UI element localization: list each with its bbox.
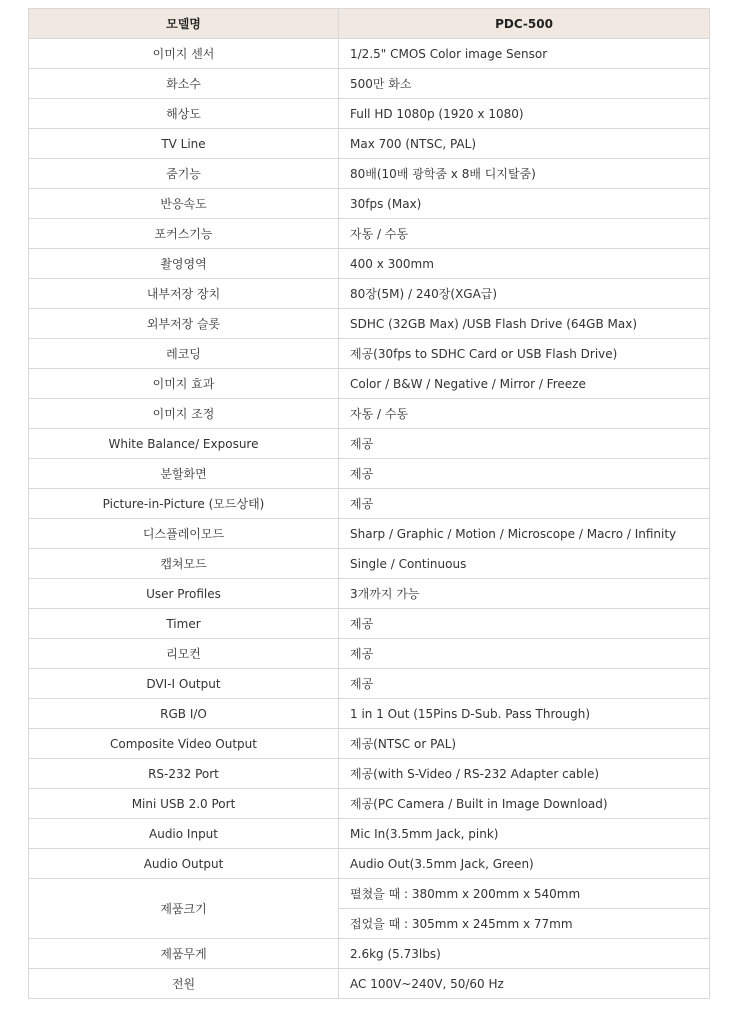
- spec-value: 80배(10배 광학줌 x 8배 디지탈줌): [339, 159, 710, 189]
- spec-value: 자동 / 수동: [339, 399, 710, 429]
- spec-label: 제품무게: [29, 939, 339, 969]
- spec-label: User Profiles: [29, 579, 339, 609]
- table-row: [29, 189, 710, 219]
- spec-value: 1/2.5" CMOS Color image Sensor: [339, 39, 710, 69]
- spec-value: 3개까지 가능: [339, 579, 710, 609]
- spec-value: 펼쳤을 때 : 380mm x 200mm x 540mm: [339, 879, 710, 909]
- spec-value: 제공: [339, 489, 710, 519]
- table-row: [29, 849, 710, 879]
- table-row: [29, 339, 710, 369]
- spec-label: Composite Video Output: [29, 729, 339, 759]
- table-row: [29, 309, 710, 339]
- spec-label: 해상도: [29, 99, 339, 129]
- model-label-header: 모델명: [29, 9, 339, 39]
- spec-value: 제공: [339, 669, 710, 699]
- table-row: [29, 879, 710, 909]
- spec-value: AC 100V~240V, 50/60 Hz: [339, 969, 710, 999]
- table-row: [29, 579, 710, 609]
- spec-label: 제품크기: [29, 879, 339, 939]
- table-row: [29, 129, 710, 159]
- table-row: [29, 399, 710, 429]
- header-row: [29, 9, 710, 39]
- spec-label: RGB I/O: [29, 699, 339, 729]
- table-row: [29, 279, 710, 309]
- spec-label: 촬영영역: [29, 249, 339, 279]
- spec-value: 제공: [339, 429, 710, 459]
- spec-label: RS-232 Port: [29, 759, 339, 789]
- spec-label: 디스플레이모드: [29, 519, 339, 549]
- spec-value: Max 700 (NTSC, PAL): [339, 129, 710, 159]
- table-row: [29, 219, 710, 249]
- spec-value: 접었을 때 : 305mm x 245mm x 77mm: [339, 909, 710, 939]
- spec-value: Full HD 1080p (1920 x 1080): [339, 99, 710, 129]
- table-row: [29, 939, 710, 969]
- spec-label: Audio Input: [29, 819, 339, 849]
- table-row: [29, 519, 710, 549]
- spec-value: 제공: [339, 639, 710, 669]
- table-row: [29, 39, 710, 69]
- table-row: [29, 699, 710, 729]
- table-row: [29, 459, 710, 489]
- table-row: [29, 759, 710, 789]
- spec-value: Mic In(3.5mm Jack, pink): [339, 819, 710, 849]
- spec-value: 제공(NTSC or PAL): [339, 729, 710, 759]
- table-row: [29, 369, 710, 399]
- spec-label: Timer: [29, 609, 339, 639]
- spec-value: 제공: [339, 609, 710, 639]
- table-row: [29, 99, 710, 129]
- spec-value: Single / Continuous: [339, 549, 710, 579]
- spec-value: 30fps (Max): [339, 189, 710, 219]
- spec-value: Sharp / Graphic / Motion / Microscope / Macro / Infinity: [339, 519, 710, 549]
- spec-label: 캡쳐모드: [29, 549, 339, 579]
- spec-label: 줌기능: [29, 159, 339, 189]
- spec-label: Audio Output: [29, 849, 339, 879]
- table-row: [29, 249, 710, 279]
- spec-label: 이미지 효과: [29, 369, 339, 399]
- spec-label: 전원: [29, 969, 339, 999]
- spec-value: 제공(PC Camera / Built in Image Download): [339, 789, 710, 819]
- spec-table: [28, 8, 710, 999]
- table-row: [29, 789, 710, 819]
- model-value-header: PDC-500: [339, 9, 710, 39]
- spec-label: 포커스기능: [29, 219, 339, 249]
- spec-label: TV Line: [29, 129, 339, 159]
- spec-value: 자동 / 수동: [339, 219, 710, 249]
- spec-value: 제공(30fps to SDHC Card or USB Flash Drive): [339, 339, 710, 369]
- table-row: [29, 609, 710, 639]
- spec-label: 이미지 센서: [29, 39, 339, 69]
- spec-label: 이미지 조정: [29, 399, 339, 429]
- spec-label: 내부저장 장치: [29, 279, 339, 309]
- table-row: [29, 669, 710, 699]
- table-row: [29, 489, 710, 519]
- spec-value: Audio Out(3.5mm Jack, Green): [339, 849, 710, 879]
- spec-body: [29, 39, 710, 999]
- spec-value: 400 x 300mm: [339, 249, 710, 279]
- spec-label: DVI-I Output: [29, 669, 339, 699]
- spec-value: 제공(with S-Video / RS-232 Adapter cable): [339, 759, 710, 789]
- spec-label: 화소수: [29, 69, 339, 99]
- table-row: [29, 729, 710, 759]
- spec-value: 80장(5M) / 240장(XGA급): [339, 279, 710, 309]
- spec-label: 분할화면: [29, 459, 339, 489]
- spec-label: 외부저장 슬롯: [29, 309, 339, 339]
- spec-label: Picture-in-Picture (모드상태): [29, 489, 339, 519]
- spec-label: 리모컨: [29, 639, 339, 669]
- spec-value: 제공: [339, 459, 710, 489]
- spec-value: Color / B&W / Negative / Mirror / Freeze: [339, 369, 710, 399]
- table-row: [29, 159, 710, 189]
- table-row: [29, 429, 710, 459]
- spec-value: 500만 화소: [339, 69, 710, 99]
- spec-label: White Balance/ Exposure: [29, 429, 339, 459]
- table-row: [29, 69, 710, 99]
- table-row: [29, 819, 710, 849]
- spec-value: 1 in 1 Out (15Pins D-Sub. Pass Through): [339, 699, 710, 729]
- table-row: [29, 549, 710, 579]
- spec-label: 반응속도: [29, 189, 339, 219]
- table-row: [29, 969, 710, 999]
- spec-value: 2.6kg (5.73lbs): [339, 939, 710, 969]
- table-row: [29, 639, 710, 669]
- spec-label: 레코딩: [29, 339, 339, 369]
- spec-value: SDHC (32GB Max) /USB Flash Drive (64GB Max): [339, 309, 710, 339]
- spec-label: Mini USB 2.0 Port: [29, 789, 339, 819]
